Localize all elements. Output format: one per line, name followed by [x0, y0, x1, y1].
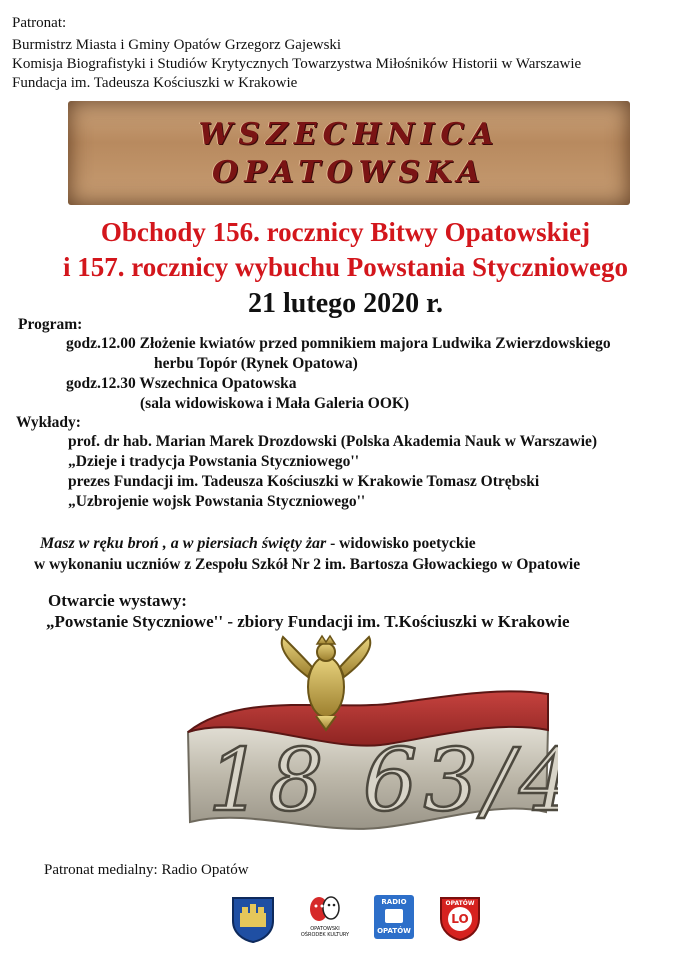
lecture-1-title: „Dzieje i tradycja Powstania Styczniowego'' — [68, 453, 359, 470]
insurgent-badge-1863-4 — [178, 632, 558, 852]
program-heading: Program: — [18, 316, 83, 333]
radio-logo-box — [374, 895, 414, 939]
event-date: 21 lutego 2020 r. — [248, 288, 443, 319]
event-title-line-1: Obchody 156. rocznicy Bitwy Opatowskiej — [100, 217, 591, 247]
lo-opatow-logo — [438, 895, 482, 943]
program-item-1-line-2: herbu Topór (Rynek Opatowa) — [154, 355, 358, 372]
performance-line-2: w wykonaniu uczniów z Zespołu Szkół Nr 2 im. Bartosza Głowackiego w Opatowie — [34, 556, 581, 573]
program-item-2-line-2: (sala widowiskowa i Mała Galeria OOK) — [140, 395, 410, 412]
radio-icon — [385, 909, 403, 923]
theatre-masks-icon — [306, 895, 344, 925]
program-item-1-line-1: godz.12.00 Złożenie kwiatów przed pomnikiem majora Ludwika Zwierzdowskiego — [66, 335, 611, 352]
patronat-line-3: Fundacja im. Tadeusza Kościuszki w Krakowie — [12, 75, 298, 91]
media-patron: Patronat medialny: Radio Opatów — [44, 862, 249, 878]
patronat-line-2: Komisja Biografistyki i Studiów Krytycznych Towarzystwa Miłośników Historii w Warszawie — [12, 56, 582, 72]
exhibition-heading: Otwarcie wystawy: — [48, 591, 187, 610]
performance-suffix: - widowisko poetyckie — [326, 535, 476, 552]
lectures-heading: Wykłady: — [16, 414, 81, 431]
program-item-2-line-1: godz.12.30 Wszechnica Opatowska — [66, 375, 297, 392]
ook-caption: OPATOWSKI OŚRODEK KULTURY — [300, 926, 350, 938]
badge-graphic — [178, 632, 558, 852]
ook-logo — [300, 895, 350, 943]
coat-of-arms-icon — [230, 895, 276, 943]
performance-line-1 — [40, 533, 476, 554]
lo-logo-center: LO — [451, 912, 469, 926]
radio-opatow-logo — [374, 895, 414, 943]
banner-line-1: WSZECHNICA — [198, 117, 500, 152]
performance-title: Masz w ręku broń , a w piersiach święty żar — [40, 535, 327, 552]
radio-logo-bottom: OPATÓW — [377, 927, 411, 935]
patronat-line-1: Burmistrz Miasta i Gminy Opatów Grzegorz Gajewski — [12, 37, 342, 53]
lecture-2-speaker: prezes Fundacji im. Tadeusza Kościuszki w Krakowie Tomasz Otrębski — [68, 473, 540, 490]
event-title-line-2: i 157. rocznicy wybuchu Powstania Styczniowego — [63, 252, 628, 282]
lo-logo-top: OPATÓW — [445, 900, 475, 907]
banner-line-2: OPATOWSKA — [211, 155, 487, 190]
lecture-2-title: „Uzbrojenie wojsk Powstania Styczniowego'' — [68, 493, 366, 510]
badge-numerals: 18 63/4 — [208, 731, 558, 831]
wszechnica-banner — [68, 101, 630, 205]
lecture-1-speaker: prof. dr hab. Marian Marek Drozdowski (Polska Akademia Nauk w Warszawie) — [68, 433, 598, 450]
radio-logo-top: RADIO — [381, 898, 407, 906]
exhibition-line: „Powstanie Styczniowe'' - zbiory Fundacji im. T.Kościuszki w Krakowie — [46, 612, 570, 631]
opatow-coat-of-arms-logo — [230, 895, 276, 943]
patronat-heading: Patronat: — [12, 15, 67, 31]
